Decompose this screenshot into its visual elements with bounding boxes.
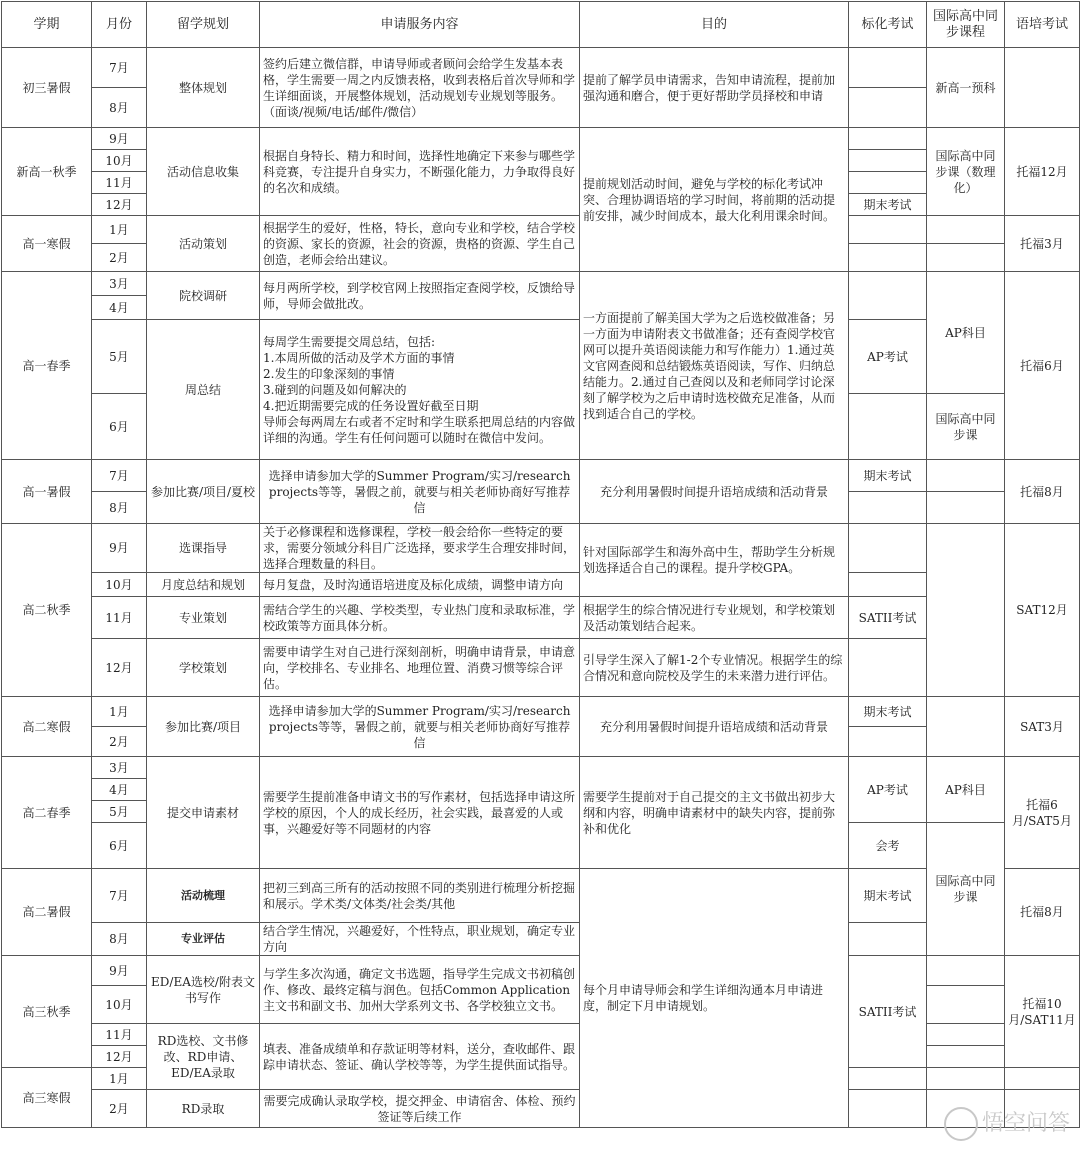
course-cell: AP科目 <box>927 757 1005 823</box>
course-cell <box>927 697 1005 757</box>
exam-cell <box>849 923 927 956</box>
semester-cell: 高一寒假 <box>2 216 92 272</box>
month-cell: 12月 <box>92 194 147 216</box>
exam-cell <box>849 128 927 150</box>
month-cell: 12月 <box>92 639 147 697</box>
month-cell: 9月 <box>92 128 147 150</box>
exam-cell <box>849 48 927 88</box>
course-cell <box>927 460 1005 492</box>
month-cell: 4月 <box>92 296 147 320</box>
semester-cell: 新高一秋季 <box>2 128 92 216</box>
service-cell: 选择申请参加大学的Summer Program/实习/research projects等等，暑假之前，就要与相关老师协商好写推荐信 <box>260 697 580 757</box>
exam-cell <box>849 88 927 128</box>
month-cell: 11月 <box>92 172 147 194</box>
service-cell: 选择申请参加大学的Summer Program/实习/research projects等等，暑假之前，就要与相关老师协商好写推荐信 <box>260 460 580 524</box>
plan-cell: 整体规划 <box>147 48 260 128</box>
goal-cell: 一方面提前了解美国大学为之后选校做准备；另一方面为申请附表文书做准备；还有查阅学校官网可以提升英语阅读能力和写作能力）1.通过英文官网查阅和总结锻炼英语阅读，写作、归纳总结能力。2.通过自己查阅以及和老师同学讨论深刻了解学校为之后申请时选校做充足准备，从而找到适合自己的学校。 <box>580 272 849 460</box>
service-cell: 需结合学生的兴趣、学校类型，专业热门度和录取标准，学校政策等方面具体分析。 <box>260 597 580 639</box>
service-cell: 需要申请学生对自己进行深刻剖析，明确申请背景，申请意向，学校排名、专业排名、地理位置、消费习惯等综合评估。 <box>260 639 580 697</box>
month-cell: 2月 <box>92 1090 147 1128</box>
goal-cell: 提前规划活动时间，避免与学校的标化考试冲突、合理协调语培的学习时间，将前期的活动提前安排，减少时间成本，最大化利用课余时间。 <box>580 128 849 272</box>
language-cell: 托福8月 <box>1005 460 1080 524</box>
service-cell: 填表、准备成绩单和存款证明等材料，送分，查收邮件、跟踪申请状态、签证、确认学校等等，为学生提供面试指导。 <box>260 1024 580 1090</box>
course-cell <box>927 986 1005 1024</box>
exam-cell <box>849 573 927 597</box>
service-cell: 与学生多次沟通，确定文书选题，指导学生完成文书初稿创作、修改、最终定稿与润色。包括Common Application主文书和副文书、加州大学系列文书、各学校独立文书。 <box>260 956 580 1024</box>
goal-cell: 需要学生提前对于自己提交的主文书做出初步大纲和内容，明确申请素材中的缺失内容，提前弥补和优化 <box>580 757 849 869</box>
goal-cell: 每个月申请导师会和学生详细沟通本月申请进度，制定下月申请规划。 <box>580 869 849 1128</box>
month-cell: 12月 <box>92 1046 147 1068</box>
goal-cell: 根据学生的综合情况进行专业规划，和学校策划及活动策划结合起来。 <box>580 597 849 639</box>
month-cell: 8月 <box>92 88 147 128</box>
language-cell: 托福8月 <box>1005 869 1080 956</box>
language-cell <box>1005 1068 1080 1090</box>
plan-cell: 选课指导 <box>147 524 260 573</box>
exam-cell: 期末考试 <box>849 869 927 923</box>
service-cell: 需要学生提前准备申请文书的写作素材，包括选择申请这所学校的原因，个人的成长经历，社会实践，最喜爱的人或事，兴趣爱好等不同题材的内容 <box>260 757 580 869</box>
service-cell: 签约后建立微信群，申请导师或者顾问会给学生发基本表格，学生需要一周之内反馈表格，收到表格后首次导师和学生详细面谈，开展整体规划，活动规划专业规划等服务。（面谈/视频/电话/邮件/微信） <box>260 48 580 128</box>
course-cell: 国际高中同步课 <box>927 394 1005 460</box>
plan-cell: RD选校、文书修改、RD申请、ED/EA录取 <box>147 1024 260 1090</box>
header-plan: 留学规划 <box>147 2 260 48</box>
language-cell <box>1005 48 1080 128</box>
month-cell: 2月 <box>92 244 147 272</box>
month-cell: 8月 <box>92 492 147 524</box>
exam-cell <box>849 150 927 172</box>
goal-cell: 充分利用暑假时间提升语培成绩和活动背景 <box>580 460 849 524</box>
month-cell: 11月 <box>92 1024 147 1046</box>
plan-cell: 学校策划 <box>147 639 260 697</box>
plan-cell: 院校调研 <box>147 272 260 320</box>
header-month: 月份 <box>92 2 147 48</box>
goal-cell: 充分利用暑假时间提升语培成绩和活动背景 <box>580 697 849 757</box>
plan-cell: 周总结 <box>147 320 260 460</box>
course-cell <box>927 216 1005 244</box>
header-semester: 学期 <box>2 2 92 48</box>
header-standard-exam: 标化考试 <box>849 2 927 48</box>
watermark <box>944 1106 1070 1141</box>
exam-cell <box>849 172 927 194</box>
study-plan-table <box>1 1 1080 1128</box>
course-cell: 国际高中同步课 <box>927 823 1005 956</box>
exam-cell <box>849 727 927 757</box>
header-language-exam: 语培考试 <box>1005 2 1080 48</box>
semester-cell: 高三寒假 <box>2 1068 92 1128</box>
language-cell: SAT3月 <box>1005 697 1080 757</box>
service-cell: 需要完成确认录取学校，提交押金、申请宿舍、体检、预约签证等后续工作 <box>260 1090 580 1128</box>
month-cell: 3月 <box>92 272 147 296</box>
month-cell: 1月 <box>92 697 147 727</box>
exam-cell <box>849 639 927 697</box>
language-cell: 托福6月 <box>1005 272 1080 460</box>
header-goal: 目的 <box>580 2 849 48</box>
plan-cell: RD录取 <box>147 1090 260 1128</box>
semester-cell: 高三秋季 <box>2 956 92 1068</box>
service-cell: 每周学生需要提交周总结，包括: 1.本周所做的活动及学术方面的事情 2.发生的印象深刻的事情 3.碰到的问题及如何解决的 4.把近期需要完成的任务设置好截至日期 导师会每两周左右或者不定时和学生联系把周总结的内容做详细的沟通。学生有任何问题可以随时在微信中发问。 <box>260 320 580 460</box>
exam-cell: AP考试 <box>849 757 927 823</box>
language-cell: 托福12月 <box>1005 128 1080 216</box>
course-cell: 新高一预科 <box>927 48 1005 128</box>
course-cell: AP科目 <box>927 272 1005 394</box>
plan-cell: 参加比赛/项目/夏校 <box>147 460 260 524</box>
exam-cell: AP考试 <box>849 320 927 394</box>
exam-cell: 期末考试 <box>849 697 927 727</box>
exam-cell <box>849 1090 927 1128</box>
language-cell: SAT12月 <box>1005 524 1080 697</box>
month-cell: 7月 <box>92 460 147 492</box>
course-cell <box>927 492 1005 524</box>
plan-cell: 活动策划 <box>147 216 260 272</box>
plan-cell: 专业评估 <box>147 923 260 956</box>
month-cell: 4月 <box>92 779 147 801</box>
month-cell: 9月 <box>92 956 147 986</box>
month-cell: 9月 <box>92 524 147 573</box>
month-cell: 10月 <box>92 573 147 597</box>
goal-cell: 引导学生深入了解1-2个专业情况。根据学生的综合情况和意向院校及学生的未来潜力进行评估。 <box>580 639 849 697</box>
month-cell: 10月 <box>92 150 147 172</box>
plan-cell: 月度总结和规划 <box>147 573 260 597</box>
service-cell: 根据自身特长、精力和时间，选择性地确定下来参与哪些学科竞赛，专注提升自身实力，不断强化能力，力争取得良好的名次和成绩。 <box>260 128 580 216</box>
month-cell: 5月 <box>92 801 147 823</box>
wukong-logo-icon <box>944 1107 978 1141</box>
month-cell: 6月 <box>92 394 147 460</box>
plan-cell: 专业策划 <box>147 597 260 639</box>
exam-cell <box>849 1068 927 1090</box>
semester-cell: 高一暑假 <box>2 460 92 524</box>
exam-cell <box>849 216 927 244</box>
exam-cell: 会考 <box>849 823 927 869</box>
goal-cell: 提前了解学员申请需求，告知申请流程，提前加强沟通和磨合，便于更好帮助学员择校和申请 <box>580 48 849 128</box>
header-service: 申请服务内容 <box>260 2 580 48</box>
plan-cell: 参加比赛/项目 <box>147 697 260 757</box>
exam-cell: SATII考试 <box>849 597 927 639</box>
watermark-text: 悟空问答 <box>981 1111 1070 1136</box>
course-cell <box>927 1068 1005 1090</box>
plan-cell: 活动信息收集 <box>147 128 260 216</box>
language-cell: 托福6月/SAT5月 <box>1005 757 1080 869</box>
exam-cell <box>849 272 927 320</box>
month-cell: 11月 <box>92 597 147 639</box>
month-cell: 1月 <box>92 1068 147 1090</box>
semester-cell: 初三暑假 <box>2 48 92 128</box>
semester-cell: 高一春季 <box>2 272 92 460</box>
month-cell: 2月 <box>92 727 147 757</box>
exam-cell <box>849 394 927 460</box>
semester-cell: 高二寒假 <box>2 697 92 757</box>
course-cell <box>927 1024 1005 1046</box>
semester-cell: 高二秋季 <box>2 524 92 697</box>
month-cell: 6月 <box>92 823 147 869</box>
month-cell: 8月 <box>92 923 147 956</box>
plan-cell: 提交申请素材 <box>147 757 260 869</box>
course-cell <box>927 524 1005 697</box>
service-cell: 结合学生情况，兴趣爱好，个性特点，职业规划，确定专业方向 <box>260 923 580 956</box>
plan-cell: ED/EA选校/附表文书写作 <box>147 956 260 1024</box>
course-cell <box>927 1046 1005 1068</box>
service-cell: 每月两所学校，到学校官网上按照指定查阅学校，反馈给导师，导师会做批改。 <box>260 272 580 320</box>
exam-cell: 期末考试 <box>849 460 927 492</box>
exam-cell: 期末考试 <box>849 194 927 216</box>
month-cell: 10月 <box>92 986 147 1024</box>
month-cell: 5月 <box>92 320 147 394</box>
course-cell <box>927 956 1005 986</box>
exam-cell <box>849 244 927 272</box>
service-cell: 根据学生的爱好，性格，特长，意向专业和学校，结合学校的资源、家长的资源，社会的资源，贵格的资源、学生自己创造，老师会给出建议。 <box>260 216 580 272</box>
plan-cell: 活动梳理 <box>147 869 260 923</box>
exam-cell <box>849 524 927 573</box>
month-cell: 7月 <box>92 48 147 88</box>
month-cell: 3月 <box>92 757 147 779</box>
header-intl-course: 国际高中同步课程 <box>927 2 1005 48</box>
month-cell: 7月 <box>92 869 147 923</box>
month-cell: 1月 <box>92 216 147 244</box>
course-cell <box>927 244 1005 272</box>
language-cell: 托福10月/SAT11月 <box>1005 956 1080 1068</box>
service-cell: 把初三到高三所有的活动按照不同的类别进行梳理分析挖掘和展示。学术类/文体类/社会类/其他 <box>260 869 580 923</box>
semester-cell: 高二春季 <box>2 757 92 869</box>
goal-cell: 针对国际部学生和海外高中生，帮助学生分析规划选择适合自己的课程。提升学校GPA。 <box>580 524 849 597</box>
service-cell: 每月复盘，及时沟通语培进度及标化成绩，调整申请方向 <box>260 573 580 597</box>
course-cell: 国际高中同步课（数理化） <box>927 128 1005 216</box>
exam-cell: SATII考试 <box>849 956 927 1068</box>
exam-cell <box>849 492 927 524</box>
semester-cell: 高二暑假 <box>2 869 92 956</box>
service-cell: 关于必修课程和选修课程，学校一般会给你一些特定的要求，需要分领域分科目广泛选择，要求学生合理安排时间，选择合理数量的科目。 <box>260 524 580 573</box>
language-cell: 托福3月 <box>1005 216 1080 272</box>
